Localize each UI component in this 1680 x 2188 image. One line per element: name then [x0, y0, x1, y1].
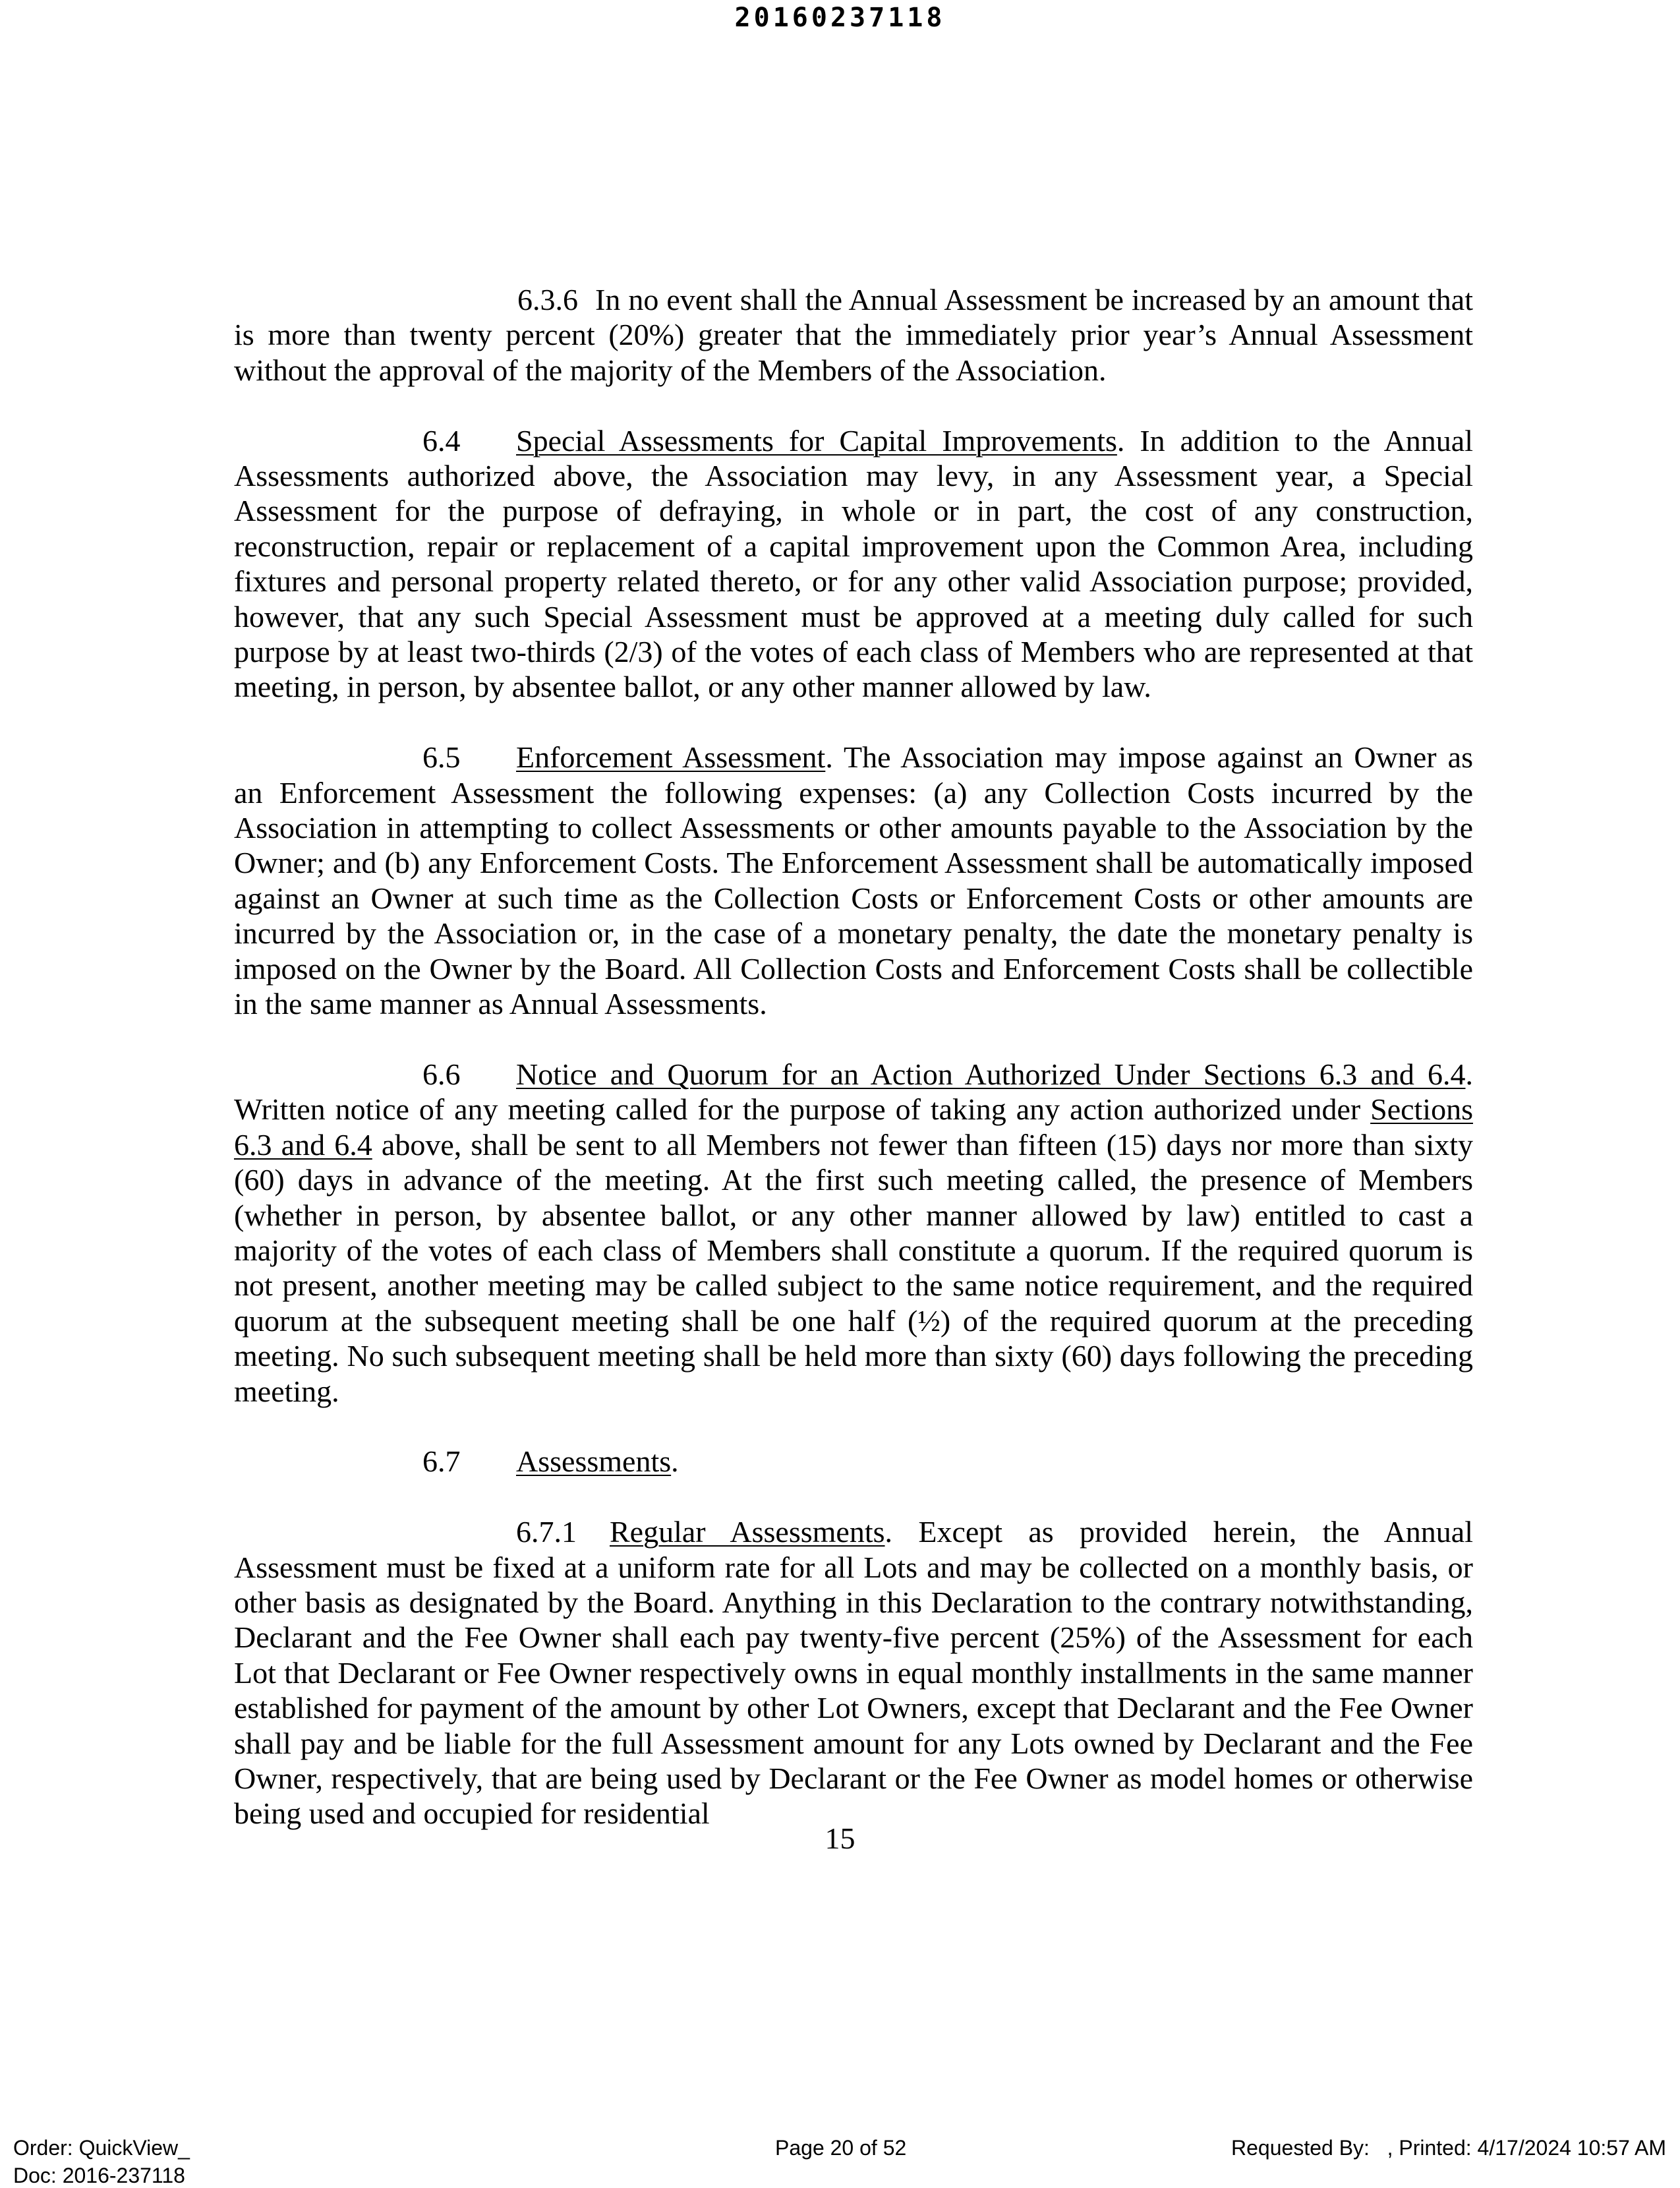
paragraph-text: . The Association may impose against an Owner as an Enforcement Assessment the following expenses: (a) any Collection Costs incurred by the Association in attempting to collect Assessments or other amounts payable to the Association by the Owner; and (b) any Enforcement Costs. The Enforcement Assessment shall be automatically imposed against an Owner at such time as the Collection Costs or Enforcement Costs or other amounts are incurred by the Association or, in the case of a monetary penalty, the date the monetary penalty is imposed on the Owner by the Board. All Collection Costs and Enforcement Costs shall be collectible in the same manner as Annual Assessments. — [234, 740, 1473, 1021]
paragraph-text: . Except as provided herein, the Annual Assessment must be fixed at a uniform rate for all Lots and may be collected on a monthly basis, or other basis as designated by the Board. Anything in this Declaration to the contrary notwithstanding, Declarant and the Fee Owner shall each pay twenty-five percent (25%) of the Assessment for each Lot that Declarant or Fee Owner respectively owns in equal monthly installments in the same manner established for payment of the amount by other Lot Owners, except that Declarant and the Fee Owner shall pay and be liable for the full Assessment amount for any Lots owned by Declarant and the Fee Owner, respectively, that are being used by Declarant or the Fee Owner as model homes or otherwise being used and occupied for residential — [234, 1515, 1474, 1831]
paragraph-6-7 — [234, 1444, 1473, 1479]
section-title: Special Assessments for Capital Improvements — [516, 423, 1117, 458]
footer-doc: Doc: 2016-237118 — [13, 2164, 185, 2187]
section-title: Regular Assessments — [610, 1515, 885, 1549]
footer-order: Order: QuickView_ — [13, 2136, 190, 2160]
paragraph-6-6 — [234, 1057, 1473, 1409]
footer-requested: Requested By: , Printed: 4/17/2024 10:57 AM — [1231, 2136, 1666, 2160]
section-number: 6.5 — [422, 740, 461, 775]
paragraph-text: . — [671, 1444, 679, 1479]
paragraph-6-5 — [234, 740, 1473, 1021]
section-title: Enforcement Assessment — [516, 740, 826, 775]
paragraph-text: above, shall be sent to all Members not fewer than fifteen (15) days nor more than sixty (60) days in advance of the meeting. At the first such meeting called, the presence of Members (whether in person, by absentee ballot, or any other manner allowed by law) entitled to cast a majority of the votes of each class of Members shall constitute a quorum. If the required quorum is not present, another meeting may be called subject to the same notice requirement, and the required quorum at the subsequent meeting shall be one half (½) of the required quorum at the preceding meeting. No such subsequent meeting shall be held more than sixty (60) days following the preceding meeting. — [234, 1127, 1474, 1408]
page-number: 15 — [825, 1821, 855, 1855]
section-reference: Sections 6.3 and 6.4 — [234, 1092, 1473, 1162]
section-number: 6.7.1 — [516, 1515, 577, 1549]
section-number: 6.4 — [422, 423, 461, 458]
paragraph-text: . Written notice of any meeting called for the purpose of taking any action authorized under — [234, 1057, 1473, 1127]
section-title: Assessments — [516, 1444, 672, 1479]
document-number: 20160237118 — [734, 3, 946, 33]
document-body — [234, 282, 1473, 1831]
paragraph-6-4 — [234, 423, 1473, 705]
paragraph-text: In no event shall the Annual Assessment be increased by an amount that is more than twenty percent (20%) greater that the immediately prior year’s Annual Assessment without the approval of the majority of the Members of the Association. — [234, 283, 1473, 387]
footer-page: Page 20 of 52 — [775, 2136, 907, 2160]
paragraph-6-7-1 — [234, 1514, 1473, 1831]
section-number: 6.7 — [422, 1444, 461, 1479]
section-title: Notice and Quorum for an Action Authorized Under Sections 6.3 and 6.4 — [516, 1057, 1466, 1091]
paragraph-text: . In addition to the Annual Assessments authorized above, the Association may levy, in any Assessment year, a Special Assessment for the purpose of defraying, in whole or in part, the cost of any construction, reconstruction, repair or replacement of a capital improvement upon the Common Area, including fixtures and personal property related thereto, or for any other valid Association purpose; provided, however, that any such Special Assessment must be approved at a meeting duly called for such purpose by at least two-thirds (2/3) of the votes of each class of Members who are represented at that meeting, in person, by absentee ballot, or any other manner allowed by law. — [234, 423, 1473, 704]
section-number: 6.6 — [422, 1057, 461, 1091]
paragraph-6-3-6 — [234, 282, 1473, 388]
section-number: 6.3.6 — [517, 283, 578, 316]
